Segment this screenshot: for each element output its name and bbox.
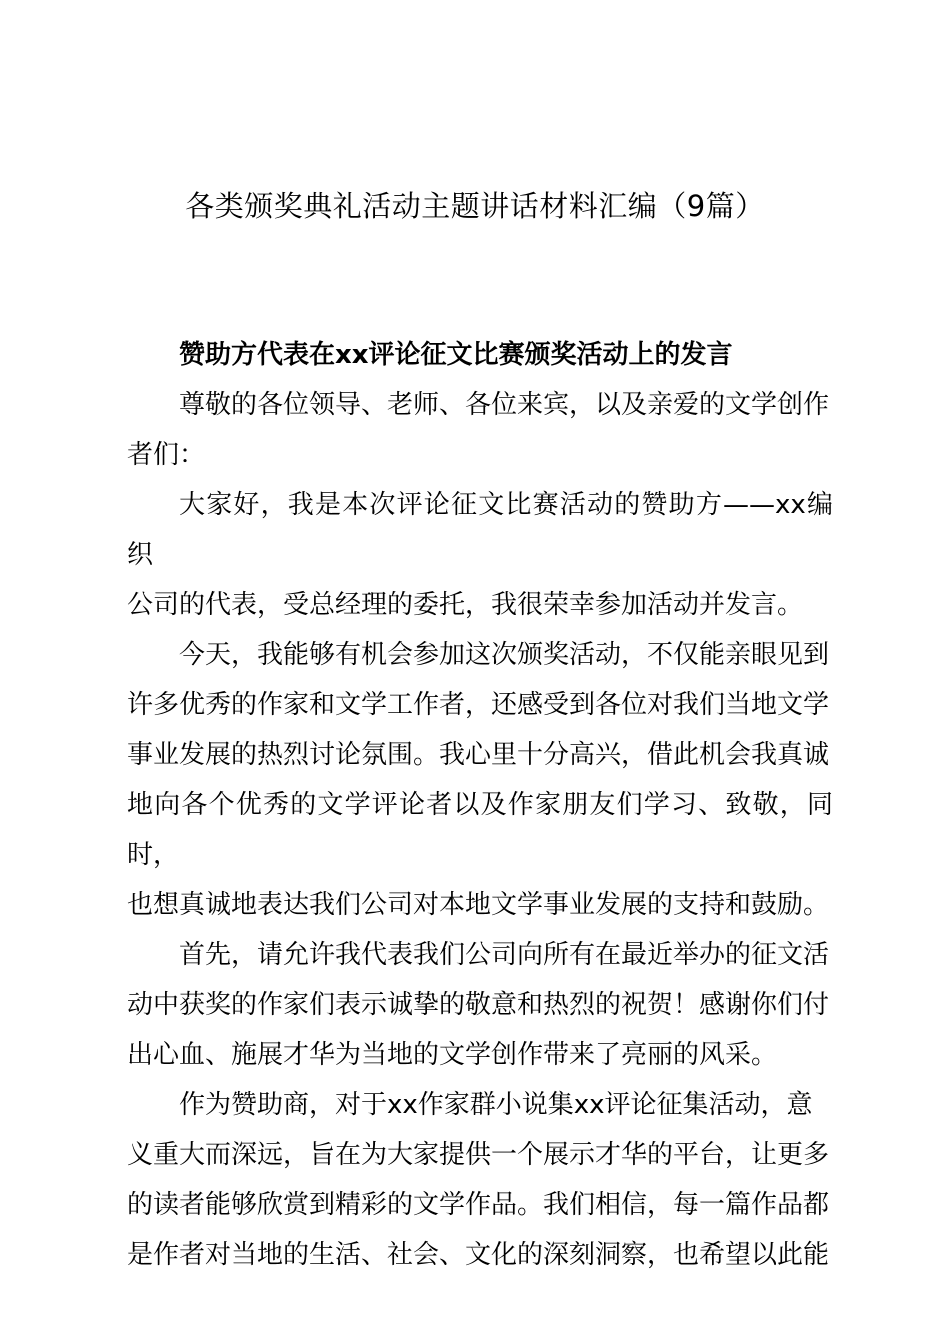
- document-title: 各类颁奖典礼活动主题讲话材料汇编（9篇）: [185, 189, 765, 223]
- paragraph-congratulations: 首先，请允许我代表我们公司向所有在最近举办的征文活 动中获奖的作家们表示诚挚的敬意和热烈的祝贺！感谢你们付 出心血、施展才华为当地的文学创作带来了亮丽的风采。: [127, 940, 830, 1070]
- paragraph-sponsor-purpose: 作为赞助商，对于xx作家群小说集xx评论征集活动，意 义重大而深远，旨在为大家提供一个展示才华的平台，让更多 的读者能够欣赏到精彩的文学作品。我们相信，每一篇作品都 是作者对当地的生活、社会、文化的深刻洞察，也希望以此能: [127, 1090, 830, 1270]
- paragraph-greeting: 尊敬的各位领导、老师、各位来宾，以及亲爱的文学创作 者们：: [127, 390, 830, 470]
- document-body: [127, 330, 833, 1280]
- paragraph-occasion: 今天，我能够有机会参加这次颁奖活动，不仅能亲眼见到 许多优秀的作家和文学工作者，还感受到各位对我们当地文学 事业发展的热烈讨论氛围。我心里十分高兴，借此机会我真诚 地向各个优秀的文学评论者以及作家朋友们学习、致敬，同时， 也想真诚地表达我们公司对本地文学事业发展的支持和鼓励。: [127, 640, 833, 920]
- paragraph-introduction: 大家好，我是本次评论征文比赛活动的赞助方——xx编织 公司的代表，受总经理的委托，我很荣幸参加活动并发言。: [127, 490, 833, 620]
- section-heading: 赞助方代表在xx评论征文比赛颁奖活动上的发言: [179, 340, 733, 370]
